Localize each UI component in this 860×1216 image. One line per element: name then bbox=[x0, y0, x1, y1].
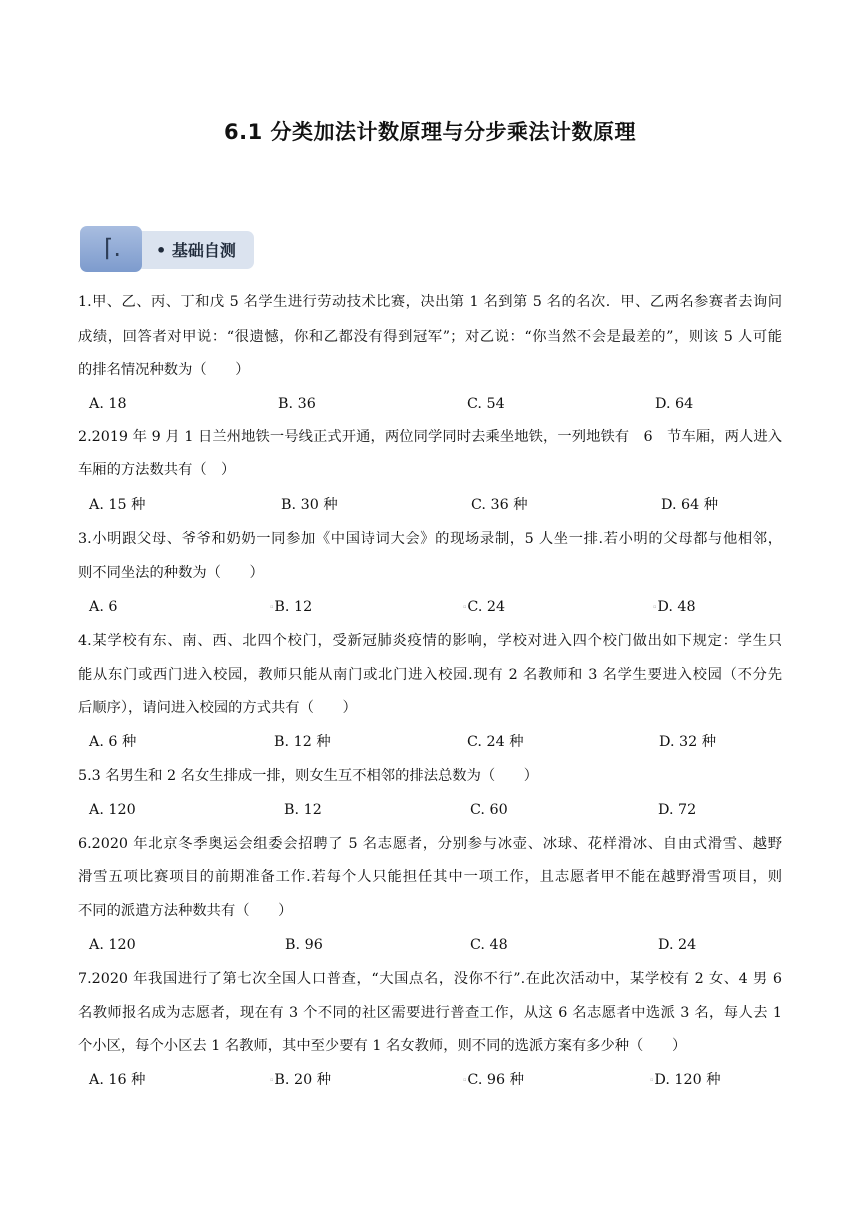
question-3-option-d: ▫D. 48 bbox=[653, 599, 696, 615]
question-7-line-3: 个小区，每个小区去 1 名教师，其中至少要有 1 名女教师，则不同的选派方案有多少种（ ） bbox=[78, 1038, 687, 1054]
question-3-option-a: A. 6 bbox=[89, 599, 118, 615]
question-3-option-b: ▫B. 12 bbox=[270, 599, 313, 615]
question-1-option-b: B. 36 bbox=[278, 396, 316, 412]
question-4-option-b: B. 12 种 bbox=[274, 734, 331, 750]
question-2-option-c: C. 36 种 bbox=[471, 497, 528, 513]
question-3-line-1: 3.小明跟父母、爷爷和奶奶一同参加《中国诗词大会》的现场录制，5 人坐一排.若小明的父母都与他相邻， bbox=[78, 531, 782, 547]
question-5-line-1: 5.3 名男生和 2 名女生排成一排，则女生互不相邻的排法总数为（ ） bbox=[78, 768, 539, 784]
question-2-line-2: 车厢的方法数共有（ ） bbox=[78, 462, 236, 478]
section-title: • 基础自测 bbox=[156, 241, 236, 260]
question-5-option-d: D. 72 bbox=[658, 802, 697, 818]
question-6-option-a: A. 120 bbox=[89, 937, 136, 953]
question-2-option-d: D. 64 种 bbox=[661, 497, 719, 513]
question-7-option-d: ▫D. 120 种 bbox=[650, 1072, 721, 1088]
question-1-option-c: C. 54 bbox=[467, 396, 505, 412]
question-5-option-a: A. 120 bbox=[89, 802, 136, 818]
question-3-line-2: 则不同坐法的种数为（ ） bbox=[78, 565, 264, 581]
question-2-option-a: A. 15 种 bbox=[89, 497, 146, 513]
question-4-line-2: 能从东门或西门进入校园，教师只能从南门或北门进入校园.现有 2 名教师和 3 名学生要进入校园（不分先 bbox=[78, 667, 782, 683]
question-7-line-2: 名教师报名成为志愿者，现在有 3 个不同的社区需要进行普查工作，从这 6 名志愿者中选派 3 名，每人去 1 bbox=[78, 1005, 782, 1021]
question-4-option-c: C. 24 种 bbox=[467, 734, 524, 750]
question-6-line-1: 6.2020 年北京冬季奥运会组委会招聘了 5 名志愿者，分别参与冰壶、冰球、花样滑冰、自由式滑雪、越野 bbox=[78, 836, 782, 852]
question-3-option-c: ▫C. 24 bbox=[463, 599, 506, 615]
question-7-option-c: ▫C. 96 种 bbox=[463, 1072, 524, 1088]
question-6-option-b: B. 96 bbox=[285, 937, 323, 953]
page-title: 6.1 分类加法计数原理与分步乘法计数原理 bbox=[223, 120, 636, 144]
section-header bbox=[80, 226, 254, 272]
question-4-line-3: 后顺序），请问进入校园的方式共有（ ） bbox=[78, 700, 357, 716]
question-1-option-a: A. 18 bbox=[89, 396, 127, 412]
question-2-option-b: B. 30 种 bbox=[281, 497, 338, 513]
question-7-option-a: A. 16 种 bbox=[89, 1072, 146, 1088]
question-4-option-d: D. 32 种 bbox=[659, 734, 717, 750]
question-5-option-c: C. 60 bbox=[470, 802, 508, 818]
question-6-option-d: D. 24 bbox=[658, 937, 697, 953]
question-1-line-2: 成绩，回答者对甲说：“很遗憾，你和乙都没有得到冠军”；对乙说：“你当然不会是最差的”，则该 5 人可能 bbox=[78, 329, 782, 345]
question-4-option-a: A. 6 种 bbox=[89, 734, 137, 750]
question-6-option-c: C. 48 bbox=[470, 937, 508, 953]
question-1-option-d: D. 64 bbox=[655, 396, 694, 412]
bracket-icon: ⌈. bbox=[104, 234, 121, 262]
question-7-line-1: 7.2020 年我国进行了第七次全国人口普查，“大国点名，没你不行”.在此次活动中，某学校有 2 女、4 男 6 bbox=[78, 971, 782, 987]
question-5-option-b: B. 12 bbox=[284, 802, 322, 818]
question-1-line-1: 1.甲、乙、丙、丁和戊 5 名学生进行劳动技术比赛，决出第 1 名到第 5 名的名次．甲、乙两名参赛者去询问 bbox=[78, 294, 782, 310]
question-1-line-3: 的排名情况种数为（ ） bbox=[78, 362, 250, 378]
question-6-line-2: 滑雪五项比赛项目的前期准备工作.若每个人只能担任其中一项工作，且志愿者甲不能在越野滑雪项目，则 bbox=[78, 869, 782, 885]
question-7-option-b: ▫B. 20 种 bbox=[270, 1072, 332, 1088]
question-4-line-1: 4.某学校有东、南、西、北四个校门，受新冠肺炎疫情的影响，学校对进入四个校门做出如下规定：学生只 bbox=[78, 633, 782, 649]
question-2-line-1: 2.2019 年 9 月 1 日兰州地铁一号线正式开通，两位同学同时去乘坐地铁，一列地铁有 6 节车厢，两人进入 bbox=[78, 429, 782, 445]
question-6-line-3: 不同的派遣方法种数共有（ ） bbox=[78, 903, 293, 919]
